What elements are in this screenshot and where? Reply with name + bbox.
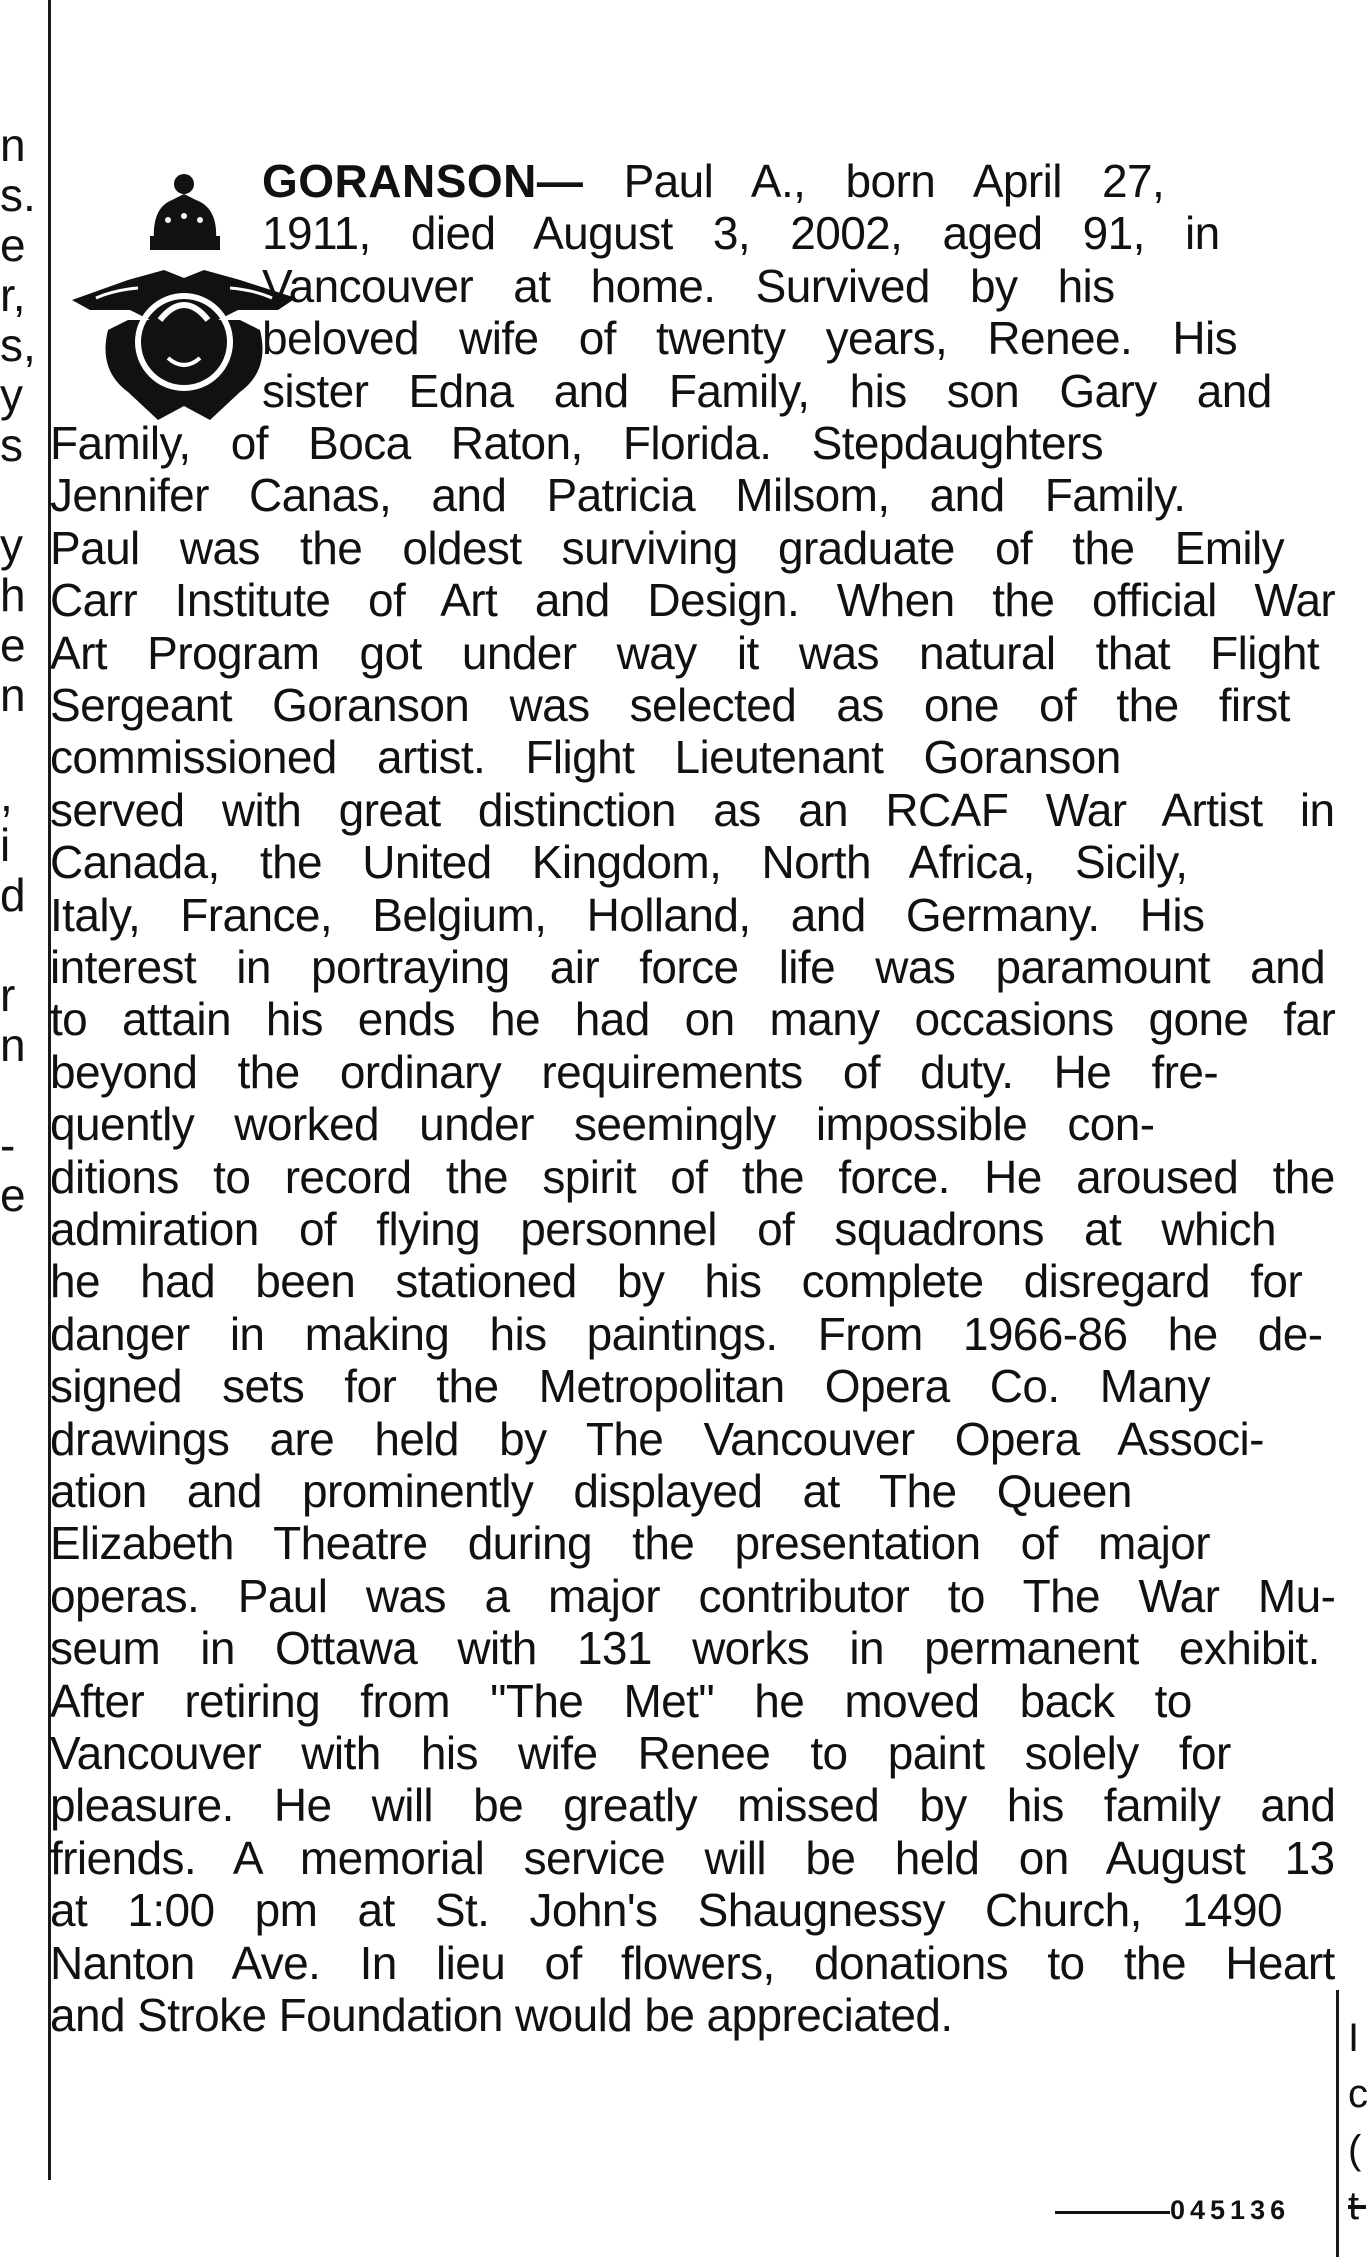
obituary-line: danger in making his paintings. From 1966-86 he de- [50,1307,1323,1360]
obituary-line: Canada, the United Kingdom, North Africa, Sicily, [50,836,1188,889]
left-fragment: n [0,119,26,171]
obituary-line: and Stroke Foundation would be appreciated. [50,1989,953,2041]
obituary-line [262,155,1164,207]
column-rule-right [1336,1990,1339,2257]
obituary-line: operas. Paul was a major contributor to The War Mu- [50,1569,1336,1622]
left-fragment: e [0,219,26,271]
obituary-line: beloved wife of twenty years, Renee. His [262,312,1237,365]
obituary-line: to attain his ends he had on many occasions gone far [50,993,1336,1046]
obituary-notice [50,155,1340,2185]
left-fragment [0,1070,40,1120]
left-fragment: s, [0,319,36,371]
obituary-line: Nanton Ave. In lieu of flowers, donations to the Heart [50,1936,1335,1989]
left-fragment: h [0,569,26,621]
left-fragment: n [0,669,26,721]
left-fragment: r [0,969,16,1021]
obituary-line: quently worked under seemingly impossible con- [50,1098,1155,1151]
left-fragment [0,470,40,520]
obituary-line: drawings are held by The Vancouver Opera Associ- [50,1412,1264,1465]
obituary-line: friends. A memorial service will be held on August 13 [50,1831,1335,1884]
obituary-line: admiration of flying personnel of squadrons at which [50,1203,1276,1255]
obituary-line: Italy, France, Belgium, Holland, and Germany. His [50,888,1205,941]
obituary-line: signed sets for the Metropolitan Opera Co. Many [50,1360,1210,1413]
deceased-surname: GORANSON— [262,155,584,207]
left-fragment: s. [0,169,36,221]
obituary-line: Vancouver with his wife Renee to paint solely for [50,1727,1231,1779]
left-fragment: y [0,369,23,421]
obituary-line: served with great distinction as an RCAF War Artist in [50,783,1335,836]
ad-reference-number: 045136 [1170,2195,1291,2225]
obituary-line: Family, of Boca Raton, Florida. Stepdaughters [50,417,1104,469]
obituary-line: Sergeant Goranson was selected as one of the first [50,679,1290,731]
obituary-line: seum in Ottawa with 131 works in permanent exhibit. [50,1622,1320,1675]
right-fragment: ( [1348,2128,1362,2172]
right-fragment: c [1348,2072,1368,2116]
obituary-line: After retiring from "The Met" he moved back to [50,1674,1192,1727]
adjacent-column-left [0,120,40,1220]
obituary-line: 1911, died August 3, 2002, aged 91, in [262,207,1220,260]
obituary-line: ditions to record the spirit of the force. He aroused the [50,1150,1335,1203]
left-fragment: r, [0,269,26,321]
right-fragment: I [1348,2016,1360,2060]
left-fragment [0,920,40,970]
obituary-line: Paul was the oldest surviving graduate of the Emily [50,521,1285,574]
obituary-line: sister Edna and Family, his son Gary and [262,364,1272,417]
left-fragment: e [0,619,26,671]
obituary-line: interest in portraying air force life was paramount and [50,941,1326,993]
adjacent-column-right [1348,2010,1369,2234]
obituary-line: ation and prominently displayed at The Queen [50,1465,1132,1517]
column-tick-mark [1348,2205,1366,2209]
left-fragment: y [0,519,23,571]
obituary-line: commissioned artist. Flight Lieutenant Goranson [50,731,1121,784]
obituary-line: Elizabeth Theatre during the presentation of major [50,1517,1210,1570]
obituary-line: Carr Institute of Art and Design. When the official War [50,574,1336,627]
obituary-line: pleasure. He will be greatly missed by his family and [50,1779,1336,1832]
left-fragment: s [0,419,23,471]
obituary-line: at 1:00 pm at St. John's Shaugnessy Church, 1490 [50,1884,1282,1937]
left-fragment: n [0,1019,26,1071]
left-fragment: i [0,819,11,871]
obituary-line: beyond the ordinary requirements of duty. He fre- [50,1045,1219,1098]
obituary-line-text: Paul A., born April 27, [583,155,1165,207]
obituary-line: Vancouver at home. Survived by his [262,259,1115,312]
left-fragment: - [0,1119,16,1171]
ad-number-leader [1055,2211,1170,2214]
left-fragment [0,720,40,770]
obituary-line: Jennifer Canas, and Patricia Milsom, and Family. [50,469,1186,522]
obituary-line: he had been stationed by his complete disregard for [50,1255,1303,1308]
obituary-line: Art Program got under way it was natural that Flight [50,626,1320,679]
left-fragment: , [0,769,13,821]
left-fragment: e [0,1169,26,1221]
left-fragment: d [0,869,26,921]
